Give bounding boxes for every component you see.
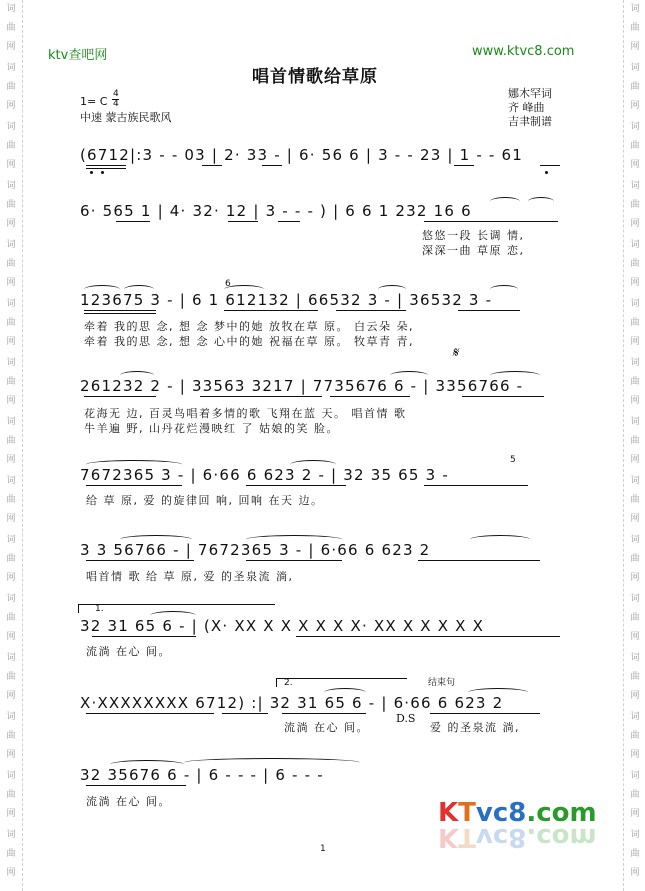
side-watermark-char: 曲	[6, 554, 16, 564]
beam	[116, 221, 150, 222]
lyric-row-7: 流淌 在心 间。	[86, 645, 171, 658]
side-watermark-right	[628, 0, 642, 885]
side-watermark-char: 曲	[6, 613, 16, 623]
logo-part-t: T	[458, 798, 476, 828]
beam	[336, 310, 406, 311]
beam	[84, 310, 156, 311]
notation-row-3: 123675 3 - | 6 1 612132 | 66532 3 - | 36532 3 -	[80, 291, 493, 309]
beam	[84, 313, 156, 314]
logo-part-com: .com	[526, 798, 597, 828]
slur	[468, 688, 528, 697]
side-watermark-char: 词	[630, 830, 640, 840]
site-link-left[interactable]: ktv查吧网	[48, 48, 108, 63]
logo-part-k: K	[438, 798, 459, 828]
side-watermark-char: 网	[6, 632, 16, 642]
side-watermark-char: 网	[630, 573, 640, 583]
beam	[86, 168, 126, 169]
side-watermark-char: 词	[630, 653, 640, 663]
beam	[84, 396, 156, 397]
low-dot	[90, 171, 93, 174]
beam	[86, 165, 126, 166]
side-watermark-char: 网	[630, 809, 640, 819]
slur	[528, 197, 554, 206]
ktvc8-logo-reflection: KTvc8.com	[438, 822, 597, 852]
volta-1-label: 1.	[95, 604, 104, 614]
lyric-row-6: 唱首情 歌 给 草 原, 爱 的圣泉流 淌,	[86, 570, 294, 583]
side-watermark-char: 网	[630, 632, 640, 642]
side-watermark-char: 曲	[630, 377, 640, 387]
lyric-row-9: 流淌 在心 间。	[86, 795, 171, 808]
composer: 齐 峰曲	[508, 101, 545, 114]
side-watermark-char: 网	[630, 337, 640, 347]
side-watermark-char: 词	[6, 771, 16, 781]
beam	[246, 485, 346, 486]
side-watermark-char: 词	[630, 594, 640, 604]
beam	[462, 396, 544, 397]
beam	[430, 713, 540, 714]
beam	[418, 560, 540, 561]
side-watermark-char: 网	[6, 42, 16, 52]
side-watermark-left	[4, 0, 18, 885]
site-link-right[interactable]: www.ktvc8.com	[472, 44, 575, 59]
lyric-row-3-verse-1: 牵着 我的思 念, 想 念 梦中的她 放牧在草 原。 白云朵 朵,	[84, 320, 414, 333]
side-watermark-char: 词	[630, 4, 640, 14]
ds-mark: D.S	[396, 712, 416, 725]
side-watermark-char: 词	[6, 594, 16, 604]
beam	[424, 221, 558, 222]
notation-row-5: 7672365 3 - | 6·66 6 623 2 - | 32 35 65 3 -	[80, 466, 449, 484]
side-watermark-char: 网	[6, 396, 16, 406]
side-watermark-char: 曲	[630, 318, 640, 328]
side-watermark-char: 词	[6, 830, 16, 840]
beam	[540, 165, 560, 166]
side-watermark-char: 词	[6, 417, 16, 427]
left-dashed-border	[22, 0, 23, 891]
slur	[124, 285, 154, 294]
side-watermark-char: 曲	[6, 82, 16, 92]
side-watermark-char: 曲	[630, 849, 640, 859]
side-watermark-char: 词	[6, 122, 16, 132]
side-watermark-char: 网	[6, 278, 16, 288]
beam	[262, 165, 282, 166]
transcriber: 吉聿制谱	[508, 115, 552, 128]
key-signature: 1= C	[80, 95, 108, 108]
side-watermark-char: 曲	[630, 790, 640, 800]
side-watermark-char: 词	[630, 181, 640, 191]
beam	[86, 713, 214, 714]
side-watermark-char: 词	[6, 4, 16, 14]
side-watermark-char: 词	[6, 299, 16, 309]
side-watermark-char: 网	[6, 101, 16, 111]
side-watermark-char: 网	[6, 750, 16, 760]
side-watermark-char: 网	[6, 868, 16, 878]
slur	[490, 371, 540, 380]
side-watermark-char: 词	[6, 358, 16, 368]
volta-2-bracket	[276, 678, 407, 687]
side-watermark-char: 曲	[6, 318, 16, 328]
side-watermark-char: 网	[630, 42, 640, 52]
beam	[224, 310, 318, 311]
notation-row-8: X·XXXXXXXX 6712) :| 32 31 65 6 - | 6·66 6 623 2	[80, 694, 504, 712]
time-sig-bottom: 4	[113, 99, 119, 109]
side-watermark-char: 网	[630, 868, 640, 878]
lyric-row-2-verse-2: 深深一曲 草原 恋,	[422, 244, 525, 257]
side-watermark-char: 网	[630, 396, 640, 406]
side-watermark-char: 网	[6, 219, 16, 229]
side-watermark-char: 网	[6, 337, 16, 347]
side-watermark-char: 网	[630, 219, 640, 229]
lyric-row-4-verse-1: 花海无 边, 百灵鸟唱着多情的歌 飞翔在蓝 天。 唱首情 歌	[84, 407, 407, 420]
side-watermark-char: 词	[6, 476, 16, 486]
logo-part-vc8: vc8	[475, 798, 527, 828]
side-watermark-char: 曲	[630, 672, 640, 682]
side-watermark-char: 词	[630, 63, 640, 73]
side-watermark-char: 曲	[630, 613, 640, 623]
side-watermark-char: 曲	[6, 141, 16, 151]
slur	[390, 371, 428, 380]
beam	[202, 165, 222, 166]
slur	[470, 535, 530, 544]
notation-row-7: 32 31 65 6 - | (X· XX X X X X X X· XX X X X X X	[80, 617, 485, 635]
low-dot	[101, 171, 104, 174]
tempo-style: 中速 蒙古族民歌风	[80, 111, 172, 124]
side-watermark-char: 曲	[6, 436, 16, 446]
side-watermark-char: 网	[6, 455, 16, 465]
beam	[424, 485, 528, 486]
side-watermark-char: 曲	[630, 141, 640, 151]
right-dashed-border	[623, 0, 624, 891]
beam	[278, 221, 300, 222]
side-watermark-char: 词	[630, 712, 640, 722]
slur	[150, 611, 196, 620]
lyric-row-5: 给 草 原, 爱 的旋律回 响, 回响 在天 边。	[86, 494, 324, 507]
side-watermark-char: 曲	[6, 849, 16, 859]
side-watermark-char: 词	[630, 535, 640, 545]
side-watermark-char: 网	[630, 514, 640, 524]
beam	[296, 636, 560, 637]
slur	[324, 688, 366, 697]
time-sig-top: 4	[113, 89, 119, 99]
side-watermark-char: 词	[630, 240, 640, 250]
slur	[84, 285, 120, 294]
grace-note: 6	[225, 279, 231, 289]
slur	[490, 197, 520, 206]
beam	[92, 636, 196, 637]
side-watermark-char: 曲	[630, 200, 640, 210]
song-title: 唱首情歌给草原	[252, 67, 378, 87]
side-watermark-char: 曲	[630, 82, 640, 92]
side-watermark-char: 词	[630, 476, 640, 486]
side-watermark-char: 网	[6, 160, 16, 170]
side-watermark-char: 网	[630, 278, 640, 288]
slur	[246, 535, 342, 544]
lyric-row-3-verse-2: 牵着 我的思 念, 想 念 心中的她 祝福在草 原。 牧草青 青,	[84, 335, 414, 348]
side-watermark-char: 网	[6, 809, 16, 819]
beam	[222, 713, 268, 714]
side-watermark-char: 词	[6, 181, 16, 191]
slur	[120, 535, 192, 544]
slur	[120, 371, 154, 380]
side-watermark-char: 词	[6, 240, 16, 250]
side-watermark-char: 曲	[630, 436, 640, 446]
side-watermark-char: 网	[630, 750, 640, 760]
segno-icon: 𝄋	[452, 345, 459, 361]
side-watermark-char: 网	[6, 573, 16, 583]
beam	[86, 560, 194, 561]
page-number: 1	[320, 844, 326, 854]
side-watermark-char: 曲	[6, 377, 16, 387]
side-watermark-char: 词	[630, 122, 640, 132]
side-watermark-char: 网	[6, 514, 16, 524]
side-watermark-char: 词	[630, 358, 640, 368]
notation-row-2: 6· 565 1 | 4· 32· 12 | 3 - - - ) | 6 6 1 232 16 6	[80, 202, 472, 220]
side-watermark-char: 网	[630, 455, 640, 465]
side-watermark-char: 曲	[6, 672, 16, 682]
lyric-row-8-b: 爱 的圣泉流 淌,	[430, 721, 520, 734]
side-watermark-char: 曲	[630, 731, 640, 741]
side-watermark-char: 曲	[6, 790, 16, 800]
side-watermark-char: 曲	[6, 495, 16, 505]
side-watermark-char: 曲	[6, 259, 16, 269]
side-watermark-char: 词	[630, 299, 640, 309]
slur	[378, 285, 406, 294]
notation-row-6: 3 3 56766 - | 7672365 3 - | 6·66 6 623 2	[80, 541, 431, 559]
notation-row-4: 261232 2 - | 33563 3217 | 7735676 6 - | 3356766 -	[80, 377, 524, 395]
slur	[290, 460, 336, 469]
side-watermark-char: 词	[630, 417, 640, 427]
beam	[282, 713, 366, 714]
side-watermark-char: 网	[6, 691, 16, 701]
lyric-row-8-a: 流淌 在心 间。	[284, 721, 369, 734]
side-watermark-char: 网	[630, 160, 640, 170]
beam	[86, 785, 186, 786]
beam	[454, 165, 474, 166]
side-watermark-char: 网	[630, 101, 640, 111]
side-watermark-char: 曲	[6, 200, 16, 210]
grace-note-2: 5	[510, 455, 516, 465]
beam	[246, 560, 342, 561]
lyric-row-4-verse-2: 牛羊遍 野, 山丹花烂漫映红 了 姑娘的笑 脸。	[84, 422, 339, 435]
lyricist: 娜木罕词	[508, 87, 552, 100]
side-watermark-char: 词	[6, 712, 16, 722]
ending-label: 结束句	[428, 678, 456, 688]
side-watermark-char: 曲	[630, 23, 640, 33]
tie	[184, 758, 360, 767]
side-watermark-char: 网	[630, 691, 640, 701]
side-watermark-char: 曲	[630, 259, 640, 269]
beam	[228, 221, 258, 222]
side-watermark-char: 词	[6, 653, 16, 663]
low-dot	[545, 171, 548, 174]
side-watermark-char: 词	[6, 63, 16, 73]
slur	[86, 460, 182, 469]
side-watermark-char: 词	[6, 535, 16, 545]
side-watermark-char: 曲	[630, 495, 640, 505]
volta-2-label: 2.	[284, 678, 293, 688]
slur	[490, 285, 518, 294]
lyric-row-2-verse-1: 悠悠一段 长调 情,	[422, 229, 525, 242]
side-watermark-char: 曲	[6, 731, 16, 741]
notation-row-1: (6712|:3 - - 03 | 2· 33 - | 6· 56 6 | 3 - - 23 | 1 - - 61	[80, 146, 523, 164]
side-watermark-char: 曲	[630, 554, 640, 564]
beam	[200, 396, 322, 397]
side-watermark-char: 词	[630, 771, 640, 781]
side-watermark-char: 曲	[6, 23, 16, 33]
notation-row-9: 32 35676 6 - | 6 - - - | 6 - - -	[80, 766, 324, 784]
beam	[330, 396, 410, 397]
slur	[110, 760, 184, 769]
beam	[458, 310, 520, 311]
beam	[86, 485, 182, 486]
